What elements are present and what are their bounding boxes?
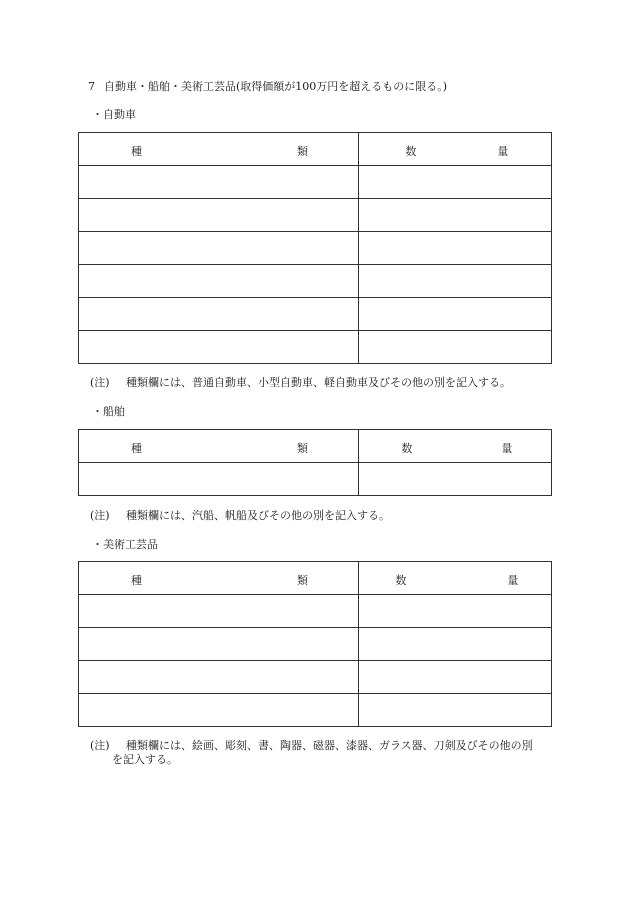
quantity-cell[interactable] [359, 265, 552, 298]
kind-header: 種 類 [79, 133, 359, 166]
car-table [78, 132, 552, 364]
kind-cell[interactable] [79, 232, 359, 265]
kind-cell[interactable] [79, 463, 359, 496]
table-row [79, 199, 552, 232]
table-row [79, 661, 552, 694]
quantity-cell[interactable] [359, 298, 552, 331]
table-header-row [79, 562, 552, 595]
quantity-header: 数 量 [359, 430, 552, 463]
table-row [79, 595, 552, 628]
quantity-cell[interactable] [359, 199, 552, 232]
section-title: 自動車・船舶・美術工芸品(取得価額が100万円を超えるものに限る。) [104, 80, 448, 93]
kind-cell[interactable] [79, 595, 359, 628]
art-section-label: ・美術工芸品 [92, 538, 158, 551]
table-header-row [79, 133, 552, 166]
kind-cell[interactable] [79, 265, 359, 298]
quantity-cell[interactable] [359, 595, 552, 628]
table-row [79, 265, 552, 298]
kind-cell[interactable] [79, 199, 359, 232]
kind-cell[interactable] [79, 628, 359, 661]
table-header-row [79, 430, 552, 463]
table-row [79, 694, 552, 727]
ship-table [78, 429, 552, 496]
car-section-label: ・自動車 [92, 108, 136, 121]
quantity-cell[interactable] [359, 463, 552, 496]
table-row [79, 628, 552, 661]
kind-cell[interactable] [79, 694, 359, 727]
table-row [79, 232, 552, 265]
section-number: 7 [88, 80, 95, 93]
quantity-header: 数 量 [359, 133, 552, 166]
table-row [79, 331, 552, 364]
quantity-header: 数 量 [359, 562, 552, 595]
ship-note: (注) 種類欄には、汽船、帆船及びその他の別を記入する。 [90, 509, 390, 522]
ship-section-label: ・船舶 [92, 405, 125, 418]
quantity-cell[interactable] [359, 661, 552, 694]
quantity-cell[interactable] [359, 166, 552, 199]
quantity-cell[interactable] [359, 331, 552, 364]
kind-cell[interactable] [79, 331, 359, 364]
section-heading [88, 78, 447, 94]
kind-cell[interactable] [79, 661, 359, 694]
kind-header: 種 類 [79, 562, 359, 595]
kind-header: 種 類 [79, 430, 359, 463]
table-row [79, 298, 552, 331]
table-row [79, 166, 552, 199]
car-note: (注) 種類欄には、普通自動車、小型自動車、軽自動車及びその他の別を記入する。 [90, 376, 511, 389]
quantity-cell[interactable] [359, 628, 552, 661]
quantity-cell[interactable] [359, 232, 552, 265]
table-row [79, 463, 552, 496]
quantity-cell[interactable] [359, 694, 552, 727]
art-note: (注) 種類欄には、絵画、彫刻、書、陶器、磁器、漆器、ガラス器、刀剣及びその他の別 を記入する。 [90, 739, 533, 766]
kind-cell[interactable] [79, 298, 359, 331]
kind-cell[interactable] [79, 166, 359, 199]
art-table [78, 561, 552, 727]
